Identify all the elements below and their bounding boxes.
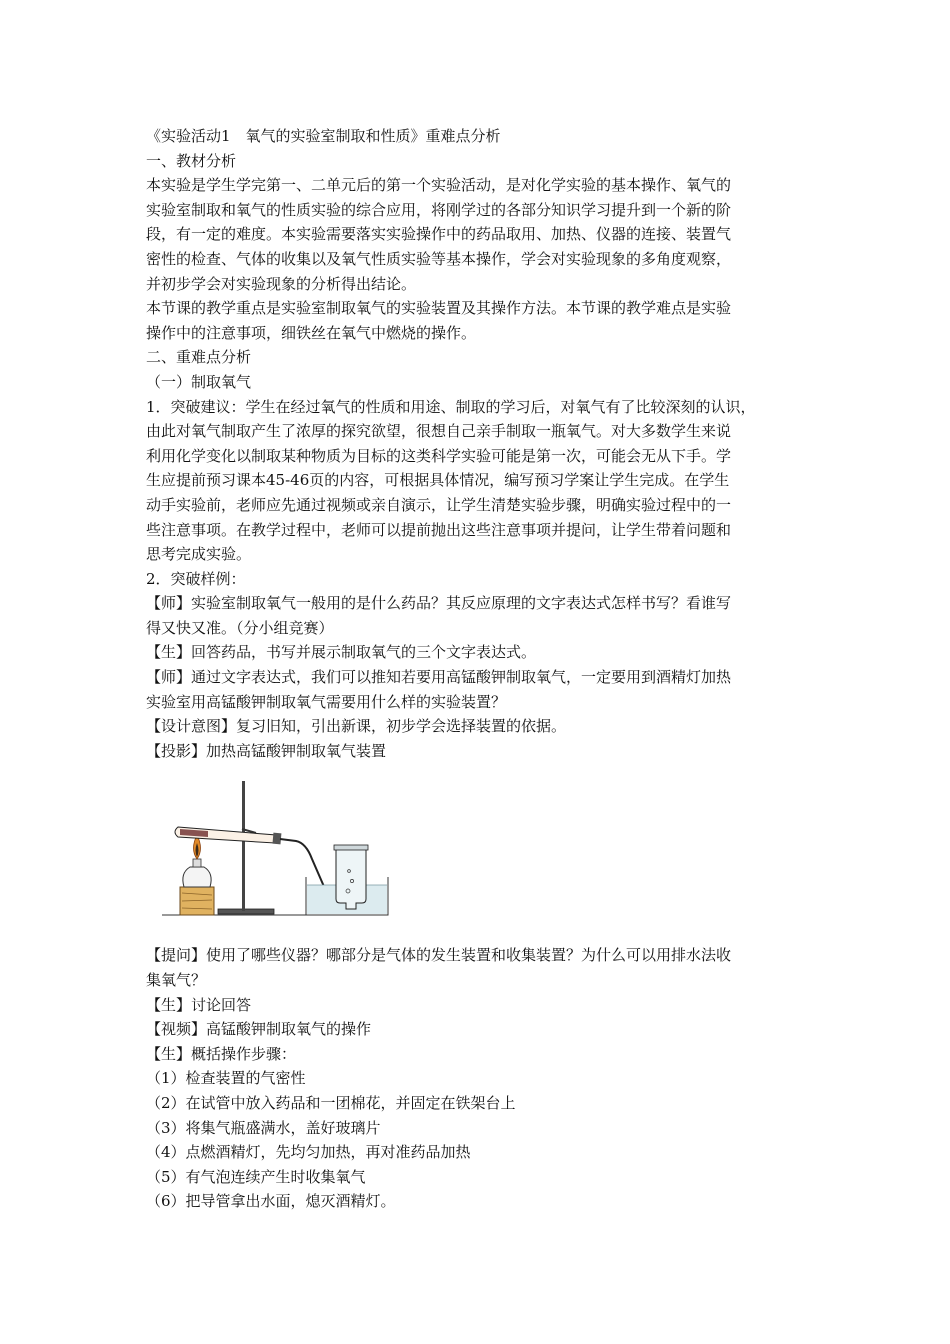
apparatus-figure [156,769,818,935]
text-line: 【生】概括操作步骤： [146,1044,297,1063]
text-line: 本实验是学生学完第一、二单元后的第一个实验活动，是对化学实验的基本操作、氧气的 [146,176,732,195]
text-line: （6）把导管拿出水面，熄灭酒精灯。 [146,1192,396,1211]
text-line: 1．突破建议：学生在经过氧气的性质和用途、制取的学习后，对氧气有了比较深刻的认识， [146,397,756,416]
text-line: 利用化学变化以制取某种物质为目标的这类科学实验可能是第一次，可能会无从下手。学 [146,446,732,465]
text-line: 【投影】加热高锰酸钾制取氧气装置 [146,741,387,760]
text-line: 2．突破样例： [146,569,246,588]
text-line: 本节课的教学重点是实验室制取氧气的实验装置及其操作方法。本节课的教学难点是实验 [146,299,732,318]
text-line: 集氧气？ [146,971,207,990]
text-line: 段，有一定的难度。本实验需要落实实验操作中的药品取用、加热、仪器的连接、装置气 [146,225,732,244]
text-block-bottom [146,943,818,1214]
text-line: 【师】通过文字表达式，我们可以推知若要用高锰酸钾制取氧气，一定要用到酒精灯加热 [146,668,732,687]
text-line: （一）制取氧气 [146,372,252,391]
text-line: 得又快又准。（分小组竞赛） [146,618,334,637]
text-line: 【视频】高锰酸钾制取氧气的操作 [146,1020,372,1039]
text-line: 【生】回答药品，书写并展示制取氧气的三个文字表达式。 [146,643,537,662]
text-line: 由此对氧气制取产生了浓厚的探究欲望，很想自己亲手制取一瓶氧气。对大多数学生来说 [146,422,732,441]
text-line: 《实验活动1 氧气的实验室制取和性质》重难点分析 [146,127,501,145]
text-line: 二、重难点分析 [146,348,252,367]
text-line: 一、教材分析 [146,151,237,170]
text-line: 实验室制取和氧气的性质实验的综合应用，将刚学过的各部分知识学习提升到一个新的阶 [146,200,732,219]
text-line: 【师】实验室制取氧气一般用的是什么药品？其反应原理的文字表达式怎样书写？看谁写 [146,594,732,613]
text-line: 动手实验前，老师应先通过视频或亲自演示，让学生清楚实验步骤，明确实验过程中的一 [146,495,732,514]
text-line: 【生】讨论回答 [146,995,252,1014]
text-line: 【设计意图】复习旧知，引出新课，初步学会选择装置的依据。 [146,717,567,736]
text-line: 密性的检查、气体的收集以及氧气性质实验等基本操作，学会对实验现象的多角度观察， [146,249,732,268]
oxygen-apparatus-illustration [156,769,396,929]
text-line: 操作中的注意事项，细铁丝在氧气中燃烧的操作。 [146,323,477,342]
text-line: （4）点燃酒精灯，先均匀加热，再对准药品加热 [146,1143,471,1162]
text-block-top [146,124,818,763]
text-line: （2）在试管中放入药品和一团棉花，并固定在铁架台上 [146,1094,516,1112]
document-page [146,124,818,1214]
text-line: 些注意事项。在教学过程中，老师可以提前抛出这些注意事项并提问，让学生带着问题和 [146,520,732,539]
text-line: （5）有气泡连续产生时收集氧气 [146,1167,366,1186]
text-line: （1）检查装置的气密性 [146,1069,306,1088]
text-line: 【提问】使用了哪些仪器？哪部分是气体的发生装置和收集装置？为什么可以用排水法收 [146,946,732,965]
text-line: （3）将集气瓶盛满水，盖好玻璃片 [146,1118,381,1137]
text-line: 生应提前预习课本45-46页的内容，可根据具体情况，编写预习学案让学生完成。在学生 [146,471,730,490]
text-line: 思考完成实验。 [146,545,252,564]
text-line: 并初步学会对实验现象的分析得出结论。 [146,274,417,293]
text-line: 实验室用高锰酸钾制取氧气需要用什么样的实验装置？ [146,692,507,711]
